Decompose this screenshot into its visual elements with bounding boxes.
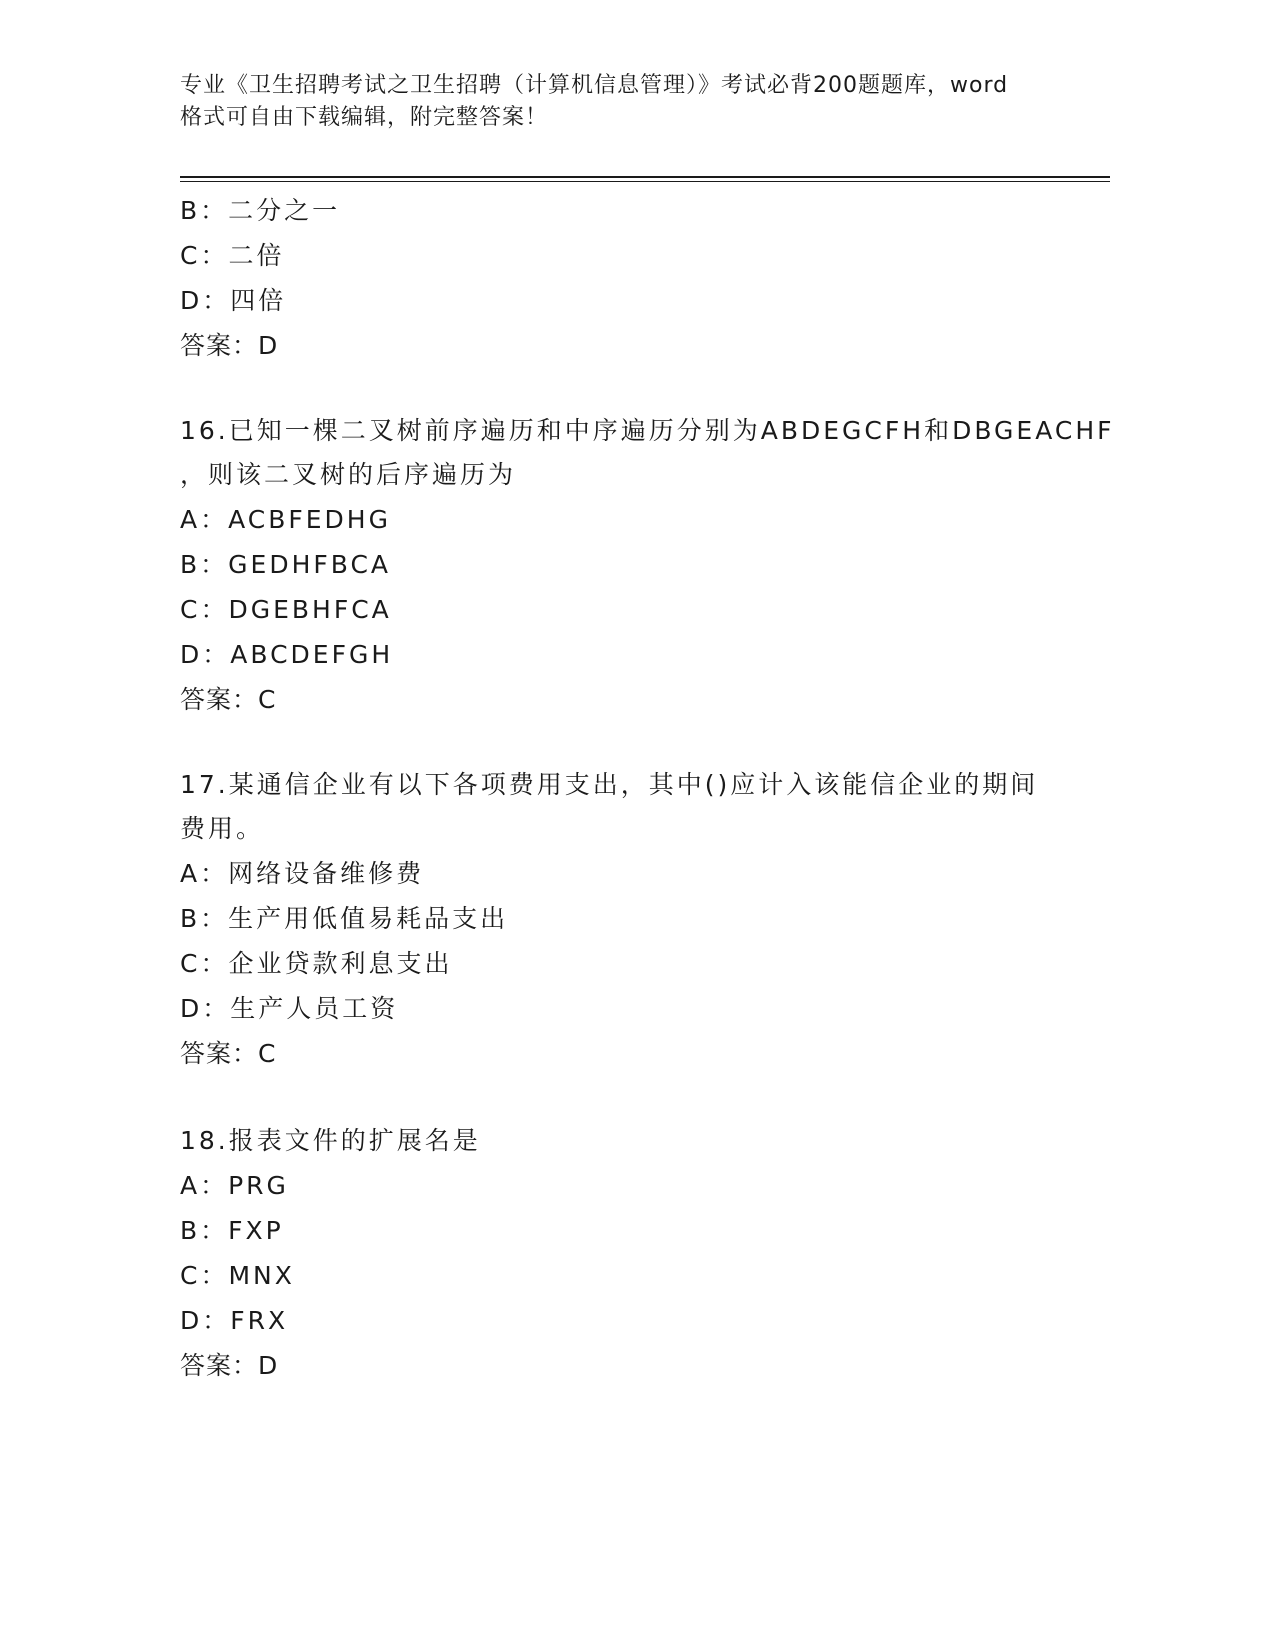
question-18 — [180, 1118, 1110, 1388]
answer-line: 答案：C — [180, 1039, 277, 1068]
spacer — [180, 1076, 1110, 1118]
option-c: C：MNX — [180, 1261, 295, 1290]
header-divider-thin — [180, 181, 1110, 182]
header-line-1: 专业《卫生招聘考试之卫生招聘（计算机信息管理）》考试必背200题题库，word — [180, 73, 1009, 98]
option-c: C：企业贷款利息支出 — [180, 949, 453, 978]
option-b: B：二分之一 — [180, 196, 341, 225]
answer-line: 答案：D — [180, 331, 279, 360]
option-c: C：二倍 — [180, 241, 285, 270]
question-16 — [180, 410, 1115, 722]
option-a: A：网络设备维修费 — [180, 859, 425, 888]
question-stem-continued: ，则该二叉树的后序遍历为 — [180, 460, 517, 489]
document-header — [180, 70, 1080, 134]
option-d: D：ABCDEFGH — [180, 640, 394, 669]
spacer — [180, 368, 1110, 410]
answer-line: 答案：C — [180, 685, 277, 714]
option-b: B：生产用低值易耗品支出 — [180, 904, 509, 933]
question-17 — [180, 764, 1110, 1076]
header-line-2: 格式可自由下载编辑，附完整答案！ — [180, 105, 549, 130]
question-list — [180, 188, 1115, 1388]
option-b: B：GEDHFBCA — [180, 550, 392, 579]
option-c: C：DGEBHFCA — [180, 595, 392, 624]
question-15-continued — [180, 188, 1110, 368]
option-d: D：生产人员工资 — [180, 994, 399, 1023]
header-divider-thick — [180, 176, 1110, 178]
option-d: D：FRX — [180, 1306, 289, 1335]
option-b: B：FXP — [180, 1216, 284, 1245]
question-stem: 18.报表文件的扩展名是 — [180, 1126, 481, 1155]
question-stem: 17.某通信企业有以下各项费用支出，其中()应计入该能信企业的期间 — [180, 770, 1039, 799]
spacer — [180, 722, 1110, 764]
question-stem-continued: 费用。 — [180, 814, 265, 843]
option-d: D：四倍 — [180, 286, 287, 315]
option-a: A：ACBFEDHG — [180, 505, 391, 534]
answer-line: 答案：D — [180, 1351, 279, 1380]
question-stem: 16.已知一棵二叉树前序遍历和中序遍历分别为ABDEGCFH和DBGEACHF — [180, 416, 1115, 445]
option-a: A：PRG — [180, 1171, 289, 1200]
